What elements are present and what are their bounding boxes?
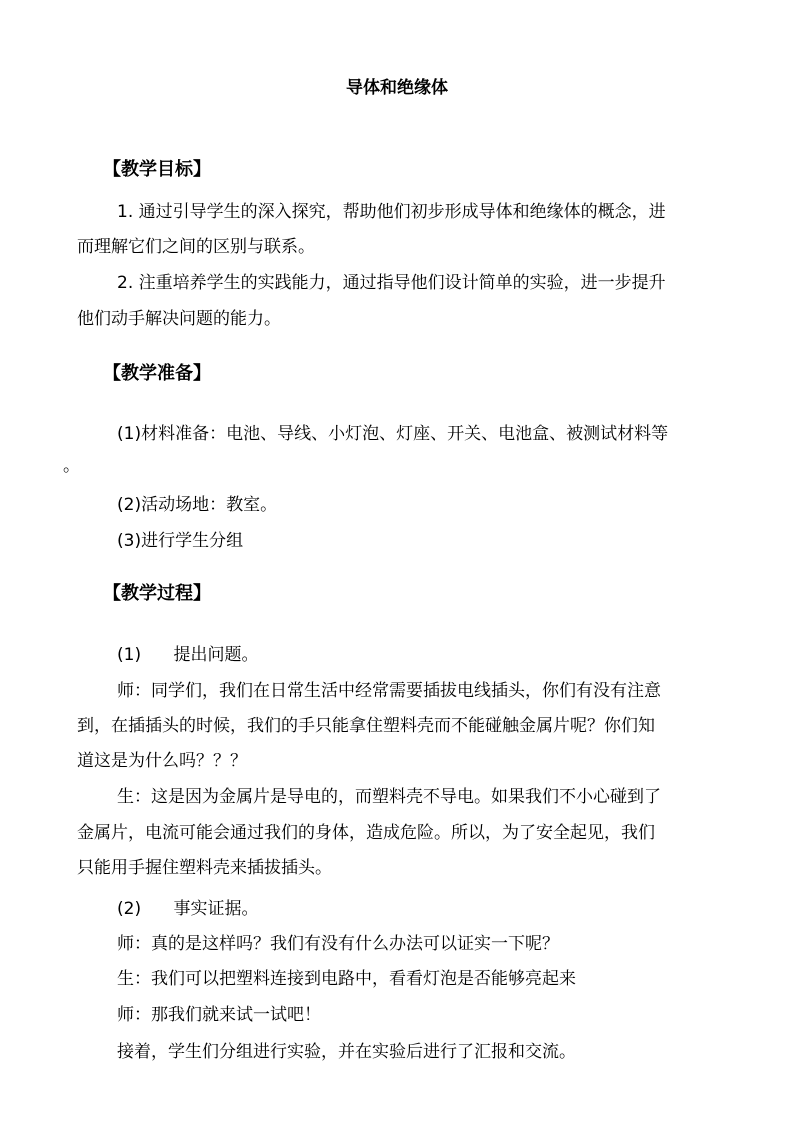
document-title: 导体和绝缘体 <box>346 78 448 98</box>
section-heading-preparation: 【教学准备】 <box>103 363 211 384</box>
preparation-line-1: (1)材料准备：电池、导线、小灯泡、灯座、开关、电池盒、被测试材料等 <box>117 424 669 444</box>
objective-line-4: 他们动手解决问题的能力。 <box>77 309 281 329</box>
process-line-1: (1) 提出问题。 <box>117 645 259 665</box>
process-line-11: 师：那我们就来试一试吧！ <box>117 1005 321 1025</box>
preparation-line-2: 。 <box>63 456 80 476</box>
process-line-12: 接着，学生们分组进行实验，并在实验后进行了汇报和交流。 <box>117 1042 576 1062</box>
process-line-7: 只能用手握住塑料壳来插拔插头。 <box>77 858 332 878</box>
objective-line-1: 1. 通过引导学生的深入探究，帮助他们初步形成导体和绝缘体的概念，进 <box>117 202 666 222</box>
process-line-3: 到，在插插头的时候，我们的手只能拿住塑料壳而不能碰触金属片呢？你们知 <box>77 716 655 736</box>
section-heading-process: 【教学过程】 <box>103 583 211 604</box>
process-line-8: (2) 事实证据。 <box>117 899 259 919</box>
process-line-2: 师：同学们，我们在日常生活中经常需要插拔电线插头，你们有没有注意 <box>117 681 661 701</box>
objective-line-3: 2. 注重培养学生的实践能力，通过指导他们设计简单的实验，进一步提升 <box>117 273 666 293</box>
preparation-line-4: (3)进行学生分组 <box>117 531 244 551</box>
process-line-5: 生：这是因为金属片是导电的，而塑料壳不导电。如果我们不小心碰到了 <box>117 787 661 807</box>
process-line-4: 道这是为什么吗？？？ <box>77 751 247 771</box>
process-line-10: 生：我们可以把塑料连接到电路中，看看灯泡是否能够亮起来 <box>117 969 576 989</box>
section-heading-objectives: 【教学目标】 <box>103 159 211 180</box>
process-line-9: 师：真的是这样吗？我们有没有什么办法可以证实一下呢？ <box>117 934 559 954</box>
process-line-6: 金属片，电流可能会通过我们的身体，造成危险。所以，为了安全起见，我们 <box>77 823 655 843</box>
preparation-line-3: (2)活动场地：教室。 <box>117 495 278 515</box>
objective-line-2: 而理解它们之间的区别与联系。 <box>77 237 315 257</box>
